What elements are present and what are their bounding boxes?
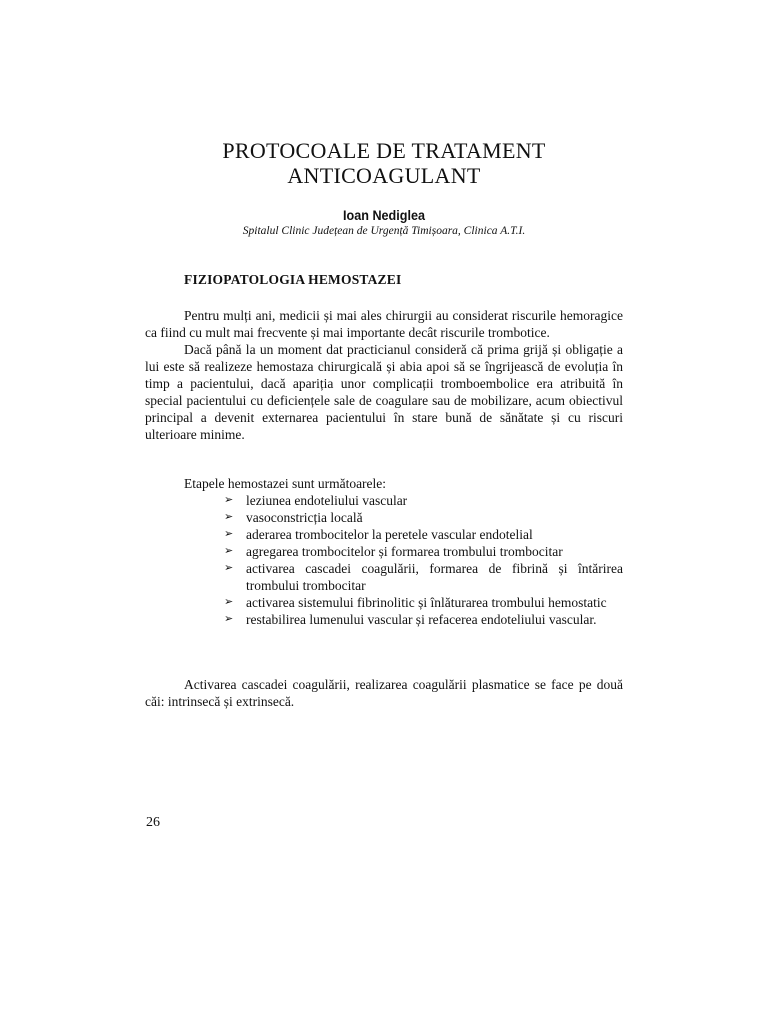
list-item-text: leziunea endoteliului vascular — [246, 493, 408, 508]
author-affiliation: Spitalul Clinic Județean de Urgență Timișoara, Clinica A.T.I. — [242, 225, 526, 237]
paragraph-1: Pentru mulți ani, medicii și mai ales chirurgii au considerat riscurile hemoragice ca fiind cu mult mai frecvente și mai importante decât riscurile trombotice. — [145, 308, 623, 340]
arrow-bullet-icon: ➢ — [224, 562, 234, 574]
list-item-text: activarea cascadei coagulării, formarea de fibrină și întărirea trombului trombocitar — [246, 561, 623, 593]
arrow-bullet-icon: ➢ — [224, 596, 234, 608]
list-item-text: aderarea trombocitelor la peretele vascular endotelial — [246, 527, 533, 542]
list-intro: Etapele hemostazei sunt următoarele: — [184, 476, 387, 491]
arrow-bullet-icon: ➢ — [224, 613, 234, 625]
list-item-text: restabilirea lumenului vascular și refacerea endoteliului vascular. — [246, 612, 597, 627]
list-item-text: vasoconstricția locală — [246, 510, 363, 525]
document-title — [120, 138, 648, 188]
title-line-2: ANTICOAGULANT — [287, 163, 481, 188]
page-number: 26 — [146, 815, 160, 830]
arrow-bullet-icon: ➢ — [224, 528, 234, 540]
list-item — [145, 543, 623, 560]
list-item — [145, 594, 623, 611]
list-item-text: activarea sistemului fibrinolitic și înlăturarea trombului hemostatic — [246, 595, 607, 610]
closing-paragraph: Activarea cascadei coagulării, realizarea coagulării plasmatice se face pe două căi: intrinsecă și extrinsecă. — [145, 677, 623, 709]
author-name: Ioan Nediglea — [343, 207, 425, 223]
list-item — [145, 611, 623, 628]
arrow-bullet-icon: ➢ — [224, 511, 234, 523]
closing-text — [145, 676, 623, 710]
list-item-text: agregarea trombocitelor și formarea trombului trombocitar — [246, 544, 563, 559]
arrow-bullet-icon: ➢ — [224, 494, 234, 506]
section-heading: FIZIOPATOLOGIA HEMOSTAZEI — [184, 272, 402, 287]
list-item — [145, 492, 623, 509]
hemostasis-steps — [145, 475, 623, 628]
title-line-1: PROTOCOALE DE TRATAMENT — [222, 138, 546, 163]
list-item — [145, 526, 623, 543]
list-item — [145, 560, 623, 594]
arrow-bullet-icon: ➢ — [224, 545, 234, 557]
list-item — [145, 509, 623, 526]
paragraph-2: Dacă până la un moment dat practicianul consideră că prima grijă și obligație a lui este să realizeze hemostaza chirurgicală și abia apoi să se îngrijească de evoluția în timp a pacientului, dacă apariția unor complicații tromboembolice era atribuită în special pacientului cu deficiențele sale de coagulare sau de mobilizare, acum obiectivul principal a devenit externarea pacientului în stare bună de sănătate și cu riscuri ulterioare minime. — [145, 342, 623, 442]
steps-list — [145, 492, 623, 628]
body-text — [145, 307, 623, 443]
